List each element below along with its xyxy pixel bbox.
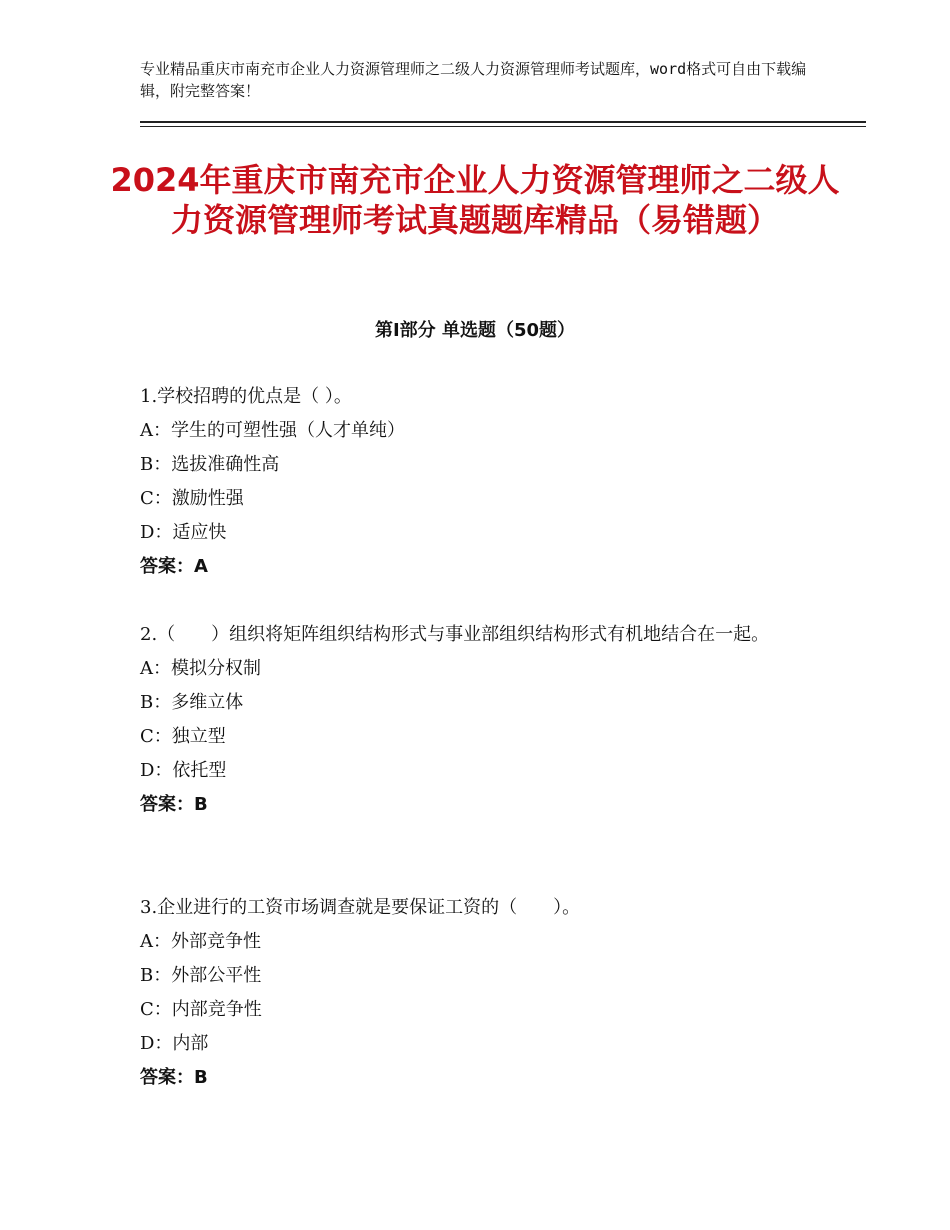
answer-line	[140, 788, 820, 822]
answer-label: 答案：	[140, 1067, 194, 1088]
header-divider-thick	[140, 121, 866, 123]
option-c: C：内部竞争性	[140, 999, 262, 1020]
answer-value: B	[194, 1067, 208, 1088]
question-3	[140, 891, 820, 1095]
document-title: 2024年重庆市南充市企业人力资源管理师之二级人力资源管理师考试真题题库精品（易错题）	[110, 161, 840, 239]
answer-label: 答案：	[140, 556, 194, 577]
option-a: A：模拟分权制	[140, 658, 261, 679]
answer-value: B	[194, 794, 208, 815]
option-a: A：学生的可塑性强（人才单纯）	[140, 420, 405, 441]
option-b: B：选拔准确性高	[140, 454, 280, 475]
answer-value: A	[194, 556, 208, 577]
answer-line	[140, 550, 820, 584]
answer-line	[140, 1061, 820, 1095]
option-a: A：外部竞争性	[140, 931, 261, 952]
question-stem: 2.（ ）组织将矩阵组织结构形式与事业部组织结构形式有机地结合在一起。	[140, 624, 770, 645]
question-2	[140, 618, 820, 822]
option-d: D：适应快	[140, 522, 227, 543]
question-stem: 1.学校招聘的优点是（ ）。	[140, 386, 352, 407]
option-d: D：依托型	[140, 760, 227, 781]
option-c: C：独立型	[140, 726, 226, 747]
header-divider-thin	[140, 126, 866, 127]
option-b: B：外部公平性	[140, 965, 262, 986]
question-stem: 3.企业进行的工资市场调查就是要保证工资的（ ）。	[140, 897, 581, 918]
question-1	[140, 380, 820, 584]
option-d: D：内部	[140, 1033, 209, 1054]
section-heading: 第Ⅰ部分 单选题（50题）	[374, 320, 575, 341]
option-b: B：多维立体	[140, 692, 244, 713]
option-c: C：激励性强	[140, 488, 244, 509]
answer-label: 答案：	[140, 794, 194, 815]
header-note: 专业精品重庆市南充市企业人力资源管理师之二级人力资源管理师考试题库，word格式可自由下载编辑，附完整答案！	[140, 60, 807, 100]
